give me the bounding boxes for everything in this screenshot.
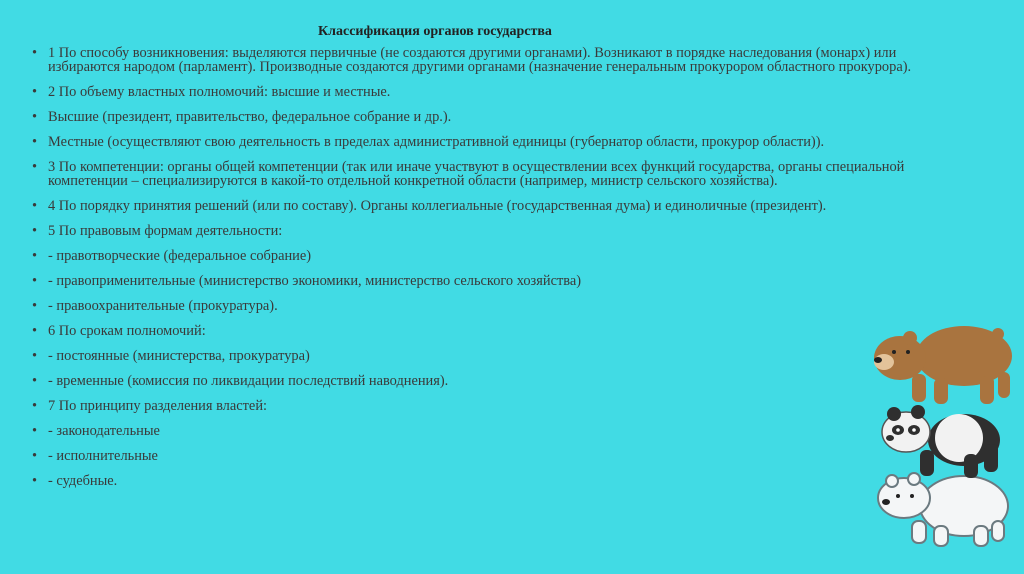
list-item (32, 46, 912, 74)
bullet-icon: • (32, 448, 38, 464)
list-item-text: - исполнительные (48, 448, 158, 464)
bullet-icon: • (32, 298, 38, 314)
bullet-icon: • (32, 373, 38, 389)
list-item (32, 135, 912, 149)
list-item-text: Местные (осуществляют свою деятельность в пределах административной единицы (губернатор области, прокурор области)). (48, 134, 825, 150)
list-item (32, 299, 912, 313)
list-item-text: 4 По порядку принятия решений (или по составу). Органы коллегиальные (государственная дума) и единоличные (президент). (48, 198, 827, 214)
bullet-icon: • (32, 223, 38, 239)
list-item (32, 274, 912, 288)
bullet-icon: • (32, 198, 38, 214)
list-item (32, 249, 912, 263)
slide-title: Классификация органов государства (318, 24, 552, 39)
list-item (32, 424, 912, 438)
list-item (32, 399, 912, 413)
bullet-list (32, 46, 912, 499)
brown-bear-icon (874, 326, 1012, 404)
bullet-icon: • (32, 273, 38, 289)
list-item-text: 3 По компетенции: органы общей компетенции (так или иначе участвуют в осуществлении всех функций государства, органы специальной компетенции – специализируются в какой-то отдельной конкретной области (например, министр сельского хозяйства). (48, 159, 905, 189)
list-item (32, 110, 912, 124)
bullet-icon: • (32, 134, 38, 150)
list-item (32, 160, 912, 188)
bullet-icon: • (32, 423, 38, 439)
list-item (32, 449, 912, 463)
list-item (32, 474, 912, 488)
list-item (32, 199, 912, 213)
list-item-text: - правоприменительные (министерство экономики, министерство сельского хозяйства) (48, 273, 582, 289)
list-item-text: 7 По принципу разделения властей: (48, 398, 268, 414)
bullet-icon: • (32, 45, 38, 61)
list-item-text: - правотворческие (федеральное собрание) (48, 248, 312, 264)
bullet-icon: • (32, 84, 38, 100)
list-item (32, 374, 912, 388)
list-item-text: - законодательные (48, 423, 160, 439)
list-item (32, 324, 912, 338)
bullet-icon: • (32, 348, 38, 364)
list-item-text: Высшие (президент, правительство, федеральное собрание и др.). (48, 109, 452, 125)
ice-bear-icon (878, 473, 1008, 546)
bullet-icon: • (32, 109, 38, 125)
list-item-text: 2 По объему властных полномочий: высшие и местные. (48, 84, 391, 100)
bullet-icon: • (32, 248, 38, 264)
list-item-text: 6 По срокам полномочий: (48, 323, 206, 339)
list-item (32, 349, 912, 363)
bullet-icon: • (32, 323, 38, 339)
list-item (32, 224, 912, 238)
bear-stack-illustration (864, 316, 1024, 556)
list-item-text: 5 По правовым формам деятельности: (48, 223, 283, 239)
list-item-text: - постоянные (министерства, прокуратура) (48, 348, 310, 364)
list-item (32, 85, 912, 99)
list-item-text: - временные (комиссия по ликвидации последствий наводнения). (48, 373, 449, 389)
bullet-icon: • (32, 159, 38, 175)
list-item-text: - судебные. (48, 473, 118, 489)
panda-icon (882, 405, 1000, 478)
bullet-icon: • (32, 473, 38, 489)
list-item-text: - правоохранительные (прокуратура). (48, 298, 278, 314)
bullet-icon: • (32, 398, 38, 414)
list-item-text: 1 По способу возникновения: выделяются первичные (не создаются другими органами). Возникают в порядке наследования (монарх) или избираются народом (парламент). Производные создаются другими органами (назначение генеральным прокурором областного прокурора). (48, 45, 912, 75)
